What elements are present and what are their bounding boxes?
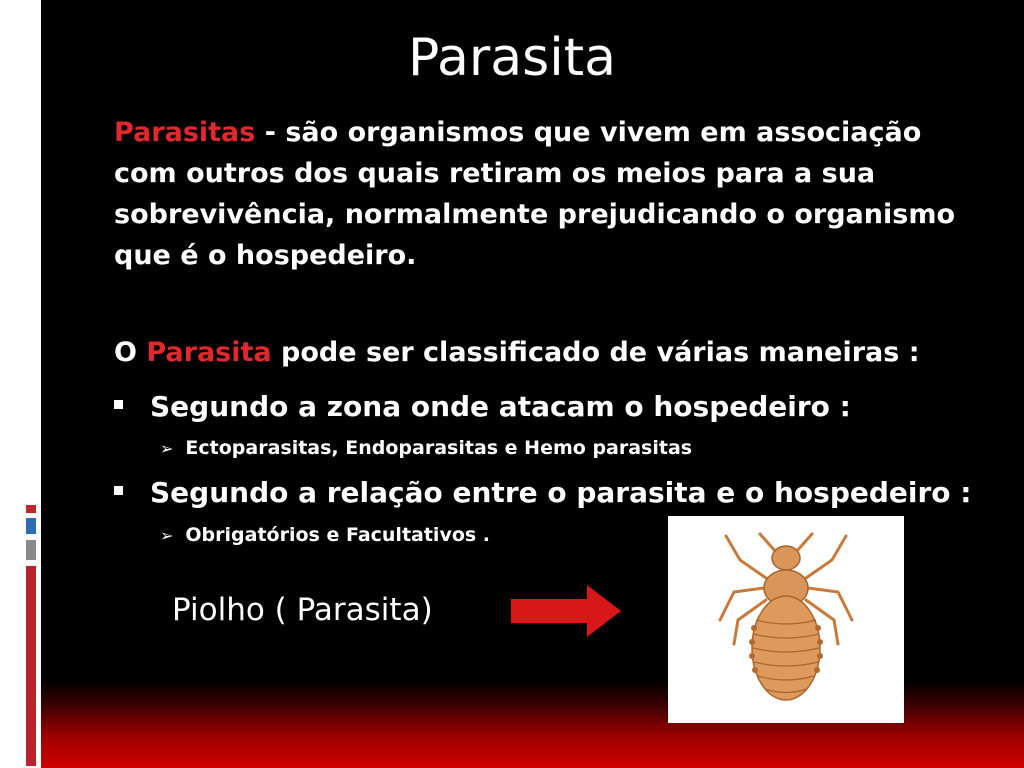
- decoration-bar: [26, 566, 36, 766]
- definition-paragraph: [114, 112, 984, 276]
- sub-bullet-item: [160, 524, 490, 546]
- decoration-bar: [26, 540, 36, 560]
- square-bullet-icon: [114, 486, 123, 495]
- bullet-item: [114, 390, 851, 423]
- bullet-label: Segundo a zona onde atacam o hospedeiro :: [150, 390, 851, 423]
- louse-illustration: [668, 516, 904, 723]
- arrowhead-bullet-icon: ➢: [160, 439, 174, 458]
- slide-title: Parasita: [408, 28, 616, 88]
- bullet-item: [114, 476, 972, 509]
- sub-bullet-label: Obrigatórios e Facultativos .: [185, 524, 491, 546]
- image-caption: Piolho ( Parasita): [172, 592, 433, 628]
- decoration-bar: [26, 505, 36, 513]
- right-arrow-icon: [511, 583, 623, 639]
- classification-term: Parasita: [146, 337, 272, 368]
- classification-line: [114, 337, 920, 368]
- louse-image: [668, 516, 904, 723]
- sub-bullet-item: [160, 437, 692, 459]
- sub-bullet-label: Ectoparasitas, Endoparasitas e Hemo parasitas: [185, 437, 693, 459]
- definition-term: Parasitas: [114, 117, 256, 148]
- classification-prefix: O: [114, 337, 147, 368]
- bullet-label: Segundo a relação entre o parasita e o hospedeiro :: [150, 476, 972, 509]
- definition-text: - são organismos que vivem em associação com outros dos quais retiram os meios para a sua sobrevivência, normalmente prejudicando o organismo que é o hospedeiro.: [114, 117, 956, 271]
- decoration-bar: [26, 518, 36, 534]
- arrowhead-bullet-icon: ➢: [160, 526, 174, 545]
- classification-suffix: pode ser classificado de várias maneiras :: [271, 337, 920, 368]
- square-bullet-icon: [114, 400, 123, 409]
- left-decoration-strip: [0, 0, 41, 768]
